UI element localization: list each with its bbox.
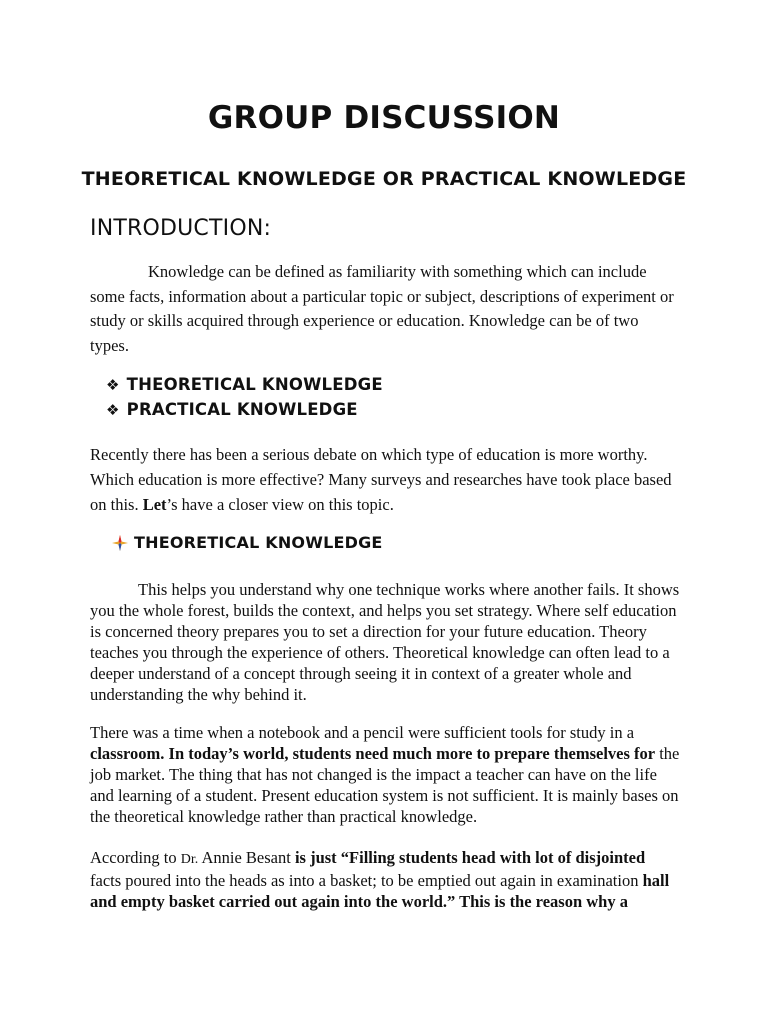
debate-text-end: ’s have a closer view on this topic.: [166, 495, 394, 514]
list-item-label: THEORETICAL KNOWLEDGE: [126, 375, 383, 394]
page-subtitle: THEORETICAL KNOWLEDGE OR PRACTICAL KNOWLEDGE: [81, 168, 687, 190]
intro-paragraph: Knowledge can be defined as familiarity with something which can include some facts, information about a particular topic or subject, descriptions of experiment or study or skills acquired through experience or education. Knowledge can be of two types.: [90, 262, 674, 355]
theory-p2-emphasis: classroom. In today’s world, students need much more to prepare themselves for: [90, 744, 656, 763]
list-item-label: PRACTICAL KNOWLEDGE: [126, 400, 358, 419]
diamond-bullet-icon: ❖: [106, 400, 120, 419]
knowledge-types-list: [106, 372, 383, 422]
besant-text: According to: [90, 848, 177, 867]
debate-emphasis: Let: [142, 495, 167, 514]
theory-p2-text: There was a time when a notebook and a pencil were sufficient tools for study in a: [90, 723, 635, 742]
theory-section-heading: [112, 533, 383, 552]
list-item: [106, 372, 383, 397]
theory-heading-label: THEORETICAL KNOWLEDGE: [134, 533, 383, 552]
besant-quote-middle: facts poured into the heads as into a basket; to be emptied out again in examination: [90, 871, 639, 890]
theory-p2-text-end: the job market. The thing that has not changed is the impact a teacher can have on the life and learning of a student. Present education system is not sufficient. It is mainly bases on the theoretical knowledge rather than practical knowledge.: [90, 744, 680, 826]
page-title: GROUP DISCUSSION: [207, 100, 561, 136]
debate-paragraph: [90, 442, 680, 517]
besant-paragraph: [90, 847, 680, 912]
diamond-bullet-icon: ❖: [106, 375, 120, 394]
intro-heading: INTRODUCTION:: [90, 216, 272, 241]
list-item: [106, 397, 383, 422]
besant-title: Dr.: [180, 852, 199, 867]
four-point-star-icon: [112, 535, 128, 551]
theory-paragraph-2: [90, 722, 680, 827]
theory-paragraph-1: This helps you understand why one technique works where another fails. It shows you the whole forest, builds the context, and helps you set strategy. Where self education is concerned theory prepares you to set a direction for your future education. Theory teaches you through the experience of others. Theoretical knowledge can often lead to a deeper understand of a concept through seeing it in context of a greater whole and understanding the why behind it.: [90, 580, 680, 704]
debate-text: Recently there has been a serious debate on which type of education is more worthy. Which education is more effective? Many surveys and researches have took place based on this.: [90, 445, 672, 514]
besant-name: Annie Besant: [201, 848, 291, 867]
besant-quote-end: hall and empty basket carried out again into the world.” This is the reason why a: [90, 871, 670, 911]
besant-quote-start: is just “Filling students head with lot of disjointed: [294, 848, 646, 867]
